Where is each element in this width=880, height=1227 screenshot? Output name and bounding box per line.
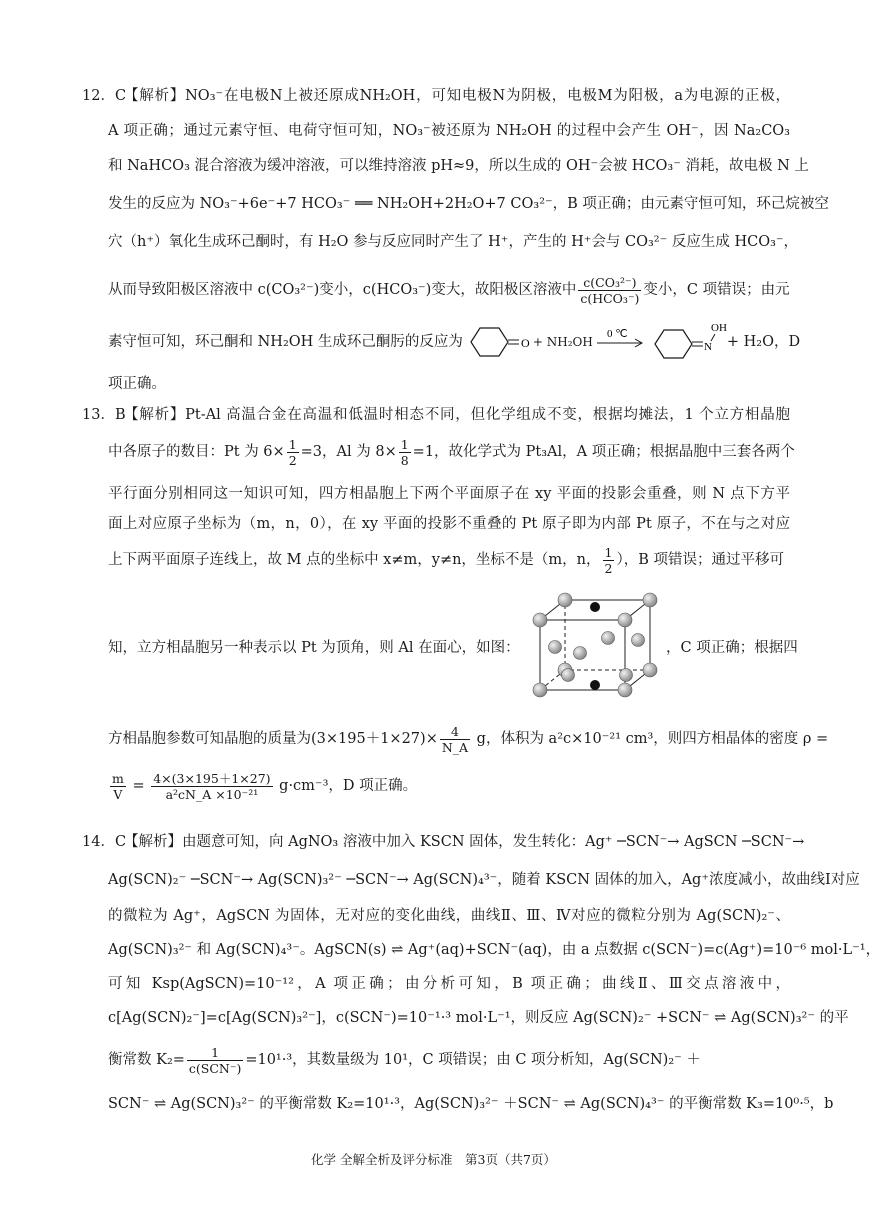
q13-line-4: 面上对应原子坐标为（m，n，0），在 xy 平面的投影不重叠的 Pt 原子即为内部 Pt 原子，不在与之对应 — [108, 516, 790, 532]
q13-fraction-3 — [603, 545, 615, 576]
q13-fraction-4-num: 4 — [440, 724, 470, 740]
q13-number: 13．B — [82, 407, 126, 423]
pt-atom — [643, 593, 657, 607]
al-atom-top — [590, 602, 600, 612]
q12-number: 12．C — [82, 88, 127, 104]
q13-line-2c: =1，故化学式为 Pt₃Al，A 项正确；根据晶胞中三套各两个 — [412, 444, 795, 460]
q12-line-1: 【解析】NO₃⁻在电极N上被还原成NH₂OH，可知电极N为阴极，电极M为阳极，a为电源的正极， — [124, 88, 790, 104]
reagent-label: + NH₂OH — [532, 335, 593, 349]
density-numerator: 4×(3×195＋1×27) — [153, 770, 271, 786]
face-atom — [620, 669, 633, 682]
q12-line-3: 和 NaHCO₃ 混合溶液为缓冲溶液，可以维持溶液 pH≈9，所以生成的 OH⁻会被 HCO₃⁻ 消耗，故电极 N 上 — [108, 158, 809, 174]
pt-atom — [618, 683, 632, 697]
pt-atom — [533, 683, 547, 697]
q14-number: 14．C — [82, 834, 127, 850]
face-atom — [549, 641, 562, 654]
q12-line-7a: 素守恒可知，环己酮和 NH₂OH 生成环己酮肟的反应为 — [108, 334, 463, 350]
q13-line-3: 平行面分别相同这一知识可知，四方相晶胞上下两个平面原子在 xy 平面的投影会重叠，则 N 点下方平 — [108, 486, 790, 502]
q12-line-4: 发生的反应为 NO₃⁻+6e⁻+7 HCO₃⁻ ══ NH₂OH+2H₂O+7 CO₃²⁻，B 项正确；由元素守恒可知，环己烷被空 — [108, 196, 829, 212]
face-atom — [632, 634, 645, 647]
q13-line-2b: =3，Al 为 8× — [300, 444, 397, 460]
q13-line-6b: ，C 项正确；根据四 — [666, 640, 798, 656]
cubic-unit-cell-figure — [530, 590, 660, 700]
q13-line-5 — [108, 540, 790, 580]
q13-fraction-2-num: 1 — [400, 436, 409, 452]
q14-line-7 — [108, 1038, 790, 1082]
q13-line-1: 【解析】Pt-Al 高温合金在高温和低温时相态不同，但化学组成不变，根据均摊法，1 个立方相晶胞 — [124, 407, 790, 423]
density-v: V — [113, 786, 123, 802]
cyclohexanone-oxime-structure — [649, 320, 727, 364]
q13-line-5b: ），B 项错误；通过平移可 — [616, 552, 784, 568]
q14-line-8: SCN⁻ ⇌ Ag(SCN)₃²⁻ 的平衡常数 K₂=10¹·³，Ag(SCN)₃²⁻ ＋SCN⁻ ⇌ Ag(SCN)₄³⁻ 的平衡常数 K₃=10⁰·⁵，b — [108, 1096, 834, 1112]
pt-atom — [558, 593, 572, 607]
reaction-arrow — [593, 322, 649, 362]
q12-line-5: 穴（h⁺）氧化生成环己酮时，有 H₂O 参与反应同时产生了 H⁺，产生的 H⁺会与 CO₃²⁻ 反应生成 HCO₃⁻， — [108, 234, 799, 250]
q14-line-7a: 衡常数 K₂= — [108, 1052, 185, 1068]
cyclohexanone-structure — [463, 322, 533, 362]
oxime-oh-label: OH — [710, 322, 727, 334]
oxime-nitrogen-label: N — [703, 341, 712, 353]
face-atom — [562, 669, 575, 682]
q12-line-2: A 项正确；通过元素守恒、电荷守恒可知，NO₃⁻被还原为 NH₂OH 的过程中会产生 OH⁻，因 Na₂CO₃ — [108, 123, 790, 139]
q12-line-8: 项正确。 — [108, 376, 166, 392]
q14-line-7b: =10¹·³，其数量级为 10¹，C 项错误；由 C 项分析知，Ag(SCN)₂⁻ ＋ — [245, 1052, 701, 1068]
q14-line-2: Ag(SCN)₂⁻ ─SCN⁻→ Ag(SCN)₃²⁻ ─SCN⁻→ Ag(SCN)₄³⁻，随着 KSCN 固体的加入，Ag⁺浓度减小，故曲线Ⅰ对应 — [108, 872, 860, 888]
q12-ratio-numerator: c(CO₃²⁻) — [578, 275, 641, 291]
q13-line-8b: g·cm⁻³，D 项正确。 — [274, 778, 418, 794]
q13-line-2a: 中各原子的数目：Pt 为 6× — [108, 444, 285, 460]
q12-line-7b: + H₂O，D — [726, 334, 801, 350]
q12-line-6a: 从而导致阳极区溶液中 c(CO₃²⁻)变小，c(HCO₃⁻)变大，故阳极区溶液中 — [108, 282, 577, 298]
face-atom — [574, 647, 587, 660]
q13-line-7b: g，体积为 a²c×10⁻²¹ cm³，则四方相晶体的密度 ρ = — [472, 731, 829, 747]
q13-fraction-4 — [440, 724, 470, 755]
q14-line-5: 可知 Ksp(AgSCN)=10⁻¹²，A 项正确；由分析可知，B 项正确；曲线Ⅱ、Ⅲ交点溶液中， — [108, 976, 790, 992]
pt-atom — [643, 663, 657, 677]
q13-fraction-1-num: 1 — [288, 436, 297, 452]
q12-ratio-fraction — [578, 275, 641, 306]
density-m: m — [112, 770, 124, 786]
q13-line-7a: 方相晶胞参数可知晶胞的质量为(3×195＋1×27)× — [108, 731, 438, 747]
face-atom — [602, 632, 615, 645]
q12-line-7 — [108, 320, 801, 364]
q13-fraction-2 — [399, 437, 411, 468]
q13-fraction-1 — [287, 437, 299, 468]
al-atom-bottom — [590, 680, 600, 690]
q13-line-5a: 上下两平面原子连线上，故 M 点的坐标中 x≠m，y≠n，坐标不是（m，n， — [108, 552, 601, 568]
density-denominator: a²cN_A ×10⁻²¹ — [165, 786, 259, 802]
q14-line-6: c[Ag(SCN)₂⁻]=c[Ag(SCN)₃²⁻]，c(SCN⁻)=10⁻¹·³ mol·L⁻¹，则反应 Ag(SCN)₂⁻ +SCN⁻ ⇌ Ag(SCN)₃²⁻ 的平 — [108, 1010, 849, 1026]
q12-line-6b: 变小，C 项错误；由元 — [643, 282, 790, 298]
q14-line-3: 的微粒为 Ag⁺，AgSCN 为固体，无对应的变化曲线，曲线Ⅱ、Ⅲ、Ⅳ对应的微粒分别为 Ag(SCN)₂⁻、 — [108, 908, 790, 924]
pt-atom — [533, 613, 547, 627]
q13-line-2 — [108, 432, 795, 472]
q13-line-7 — [108, 716, 829, 762]
q13-line-8: $\frac{m}{V}$ = $\frac{4\times(3\times 195+1\times 27)}{\text{a²cN\_A ×10⁻²¹}}$ g·cm⁻³，D 项正确。 — [112, 770, 418, 802]
density-mv-fraction — [110, 771, 126, 802]
k2-denominator: c(SCN⁻) — [188, 1060, 242, 1076]
q13-fraction-3-den: 2 — [604, 560, 613, 576]
reaction-condition-label: 0 ℃ — [606, 328, 628, 340]
k2-fraction — [187, 1045, 243, 1076]
q12-ratio-denominator: c(HCO₃⁻) — [580, 290, 640, 306]
k2-numerator: 1 — [187, 1045, 243, 1061]
q14-line-4: Ag(SCN)₃²⁻ 和 Ag(SCN)₄³⁻。AgSCN(s) ⇌ Ag⁺(aq)+SCN⁻(aq)，由 a 点数据 c(SCN⁻)=c(Ag⁺)=10⁻⁶ mol·L⁻¹， — [108, 942, 880, 958]
q14-line-1: 【解析】由题意可知，向 AgNO₃ 溶液中加入 KSCN 固体，发生转化：Ag⁺ ─SCN⁻→ AgSCN ─SCN⁻→ — [124, 834, 805, 850]
q13-line-6a: 知，立方相晶胞另一种表示以 Pt 为顶角，则 Al 在面心，如图： — [108, 640, 520, 656]
q12-line-6 — [108, 270, 790, 310]
q13-fraction-1-den: 2 — [288, 452, 297, 468]
pt-atom — [618, 613, 632, 627]
page-footer: 化学 全解全析及评分标准 第3页（共7页） — [311, 1152, 556, 1167]
ketone-oxygen-label: O — [520, 336, 530, 350]
q13-fraction-4-den: N_A — [441, 739, 469, 755]
q13-fraction-2-den: 8 — [400, 452, 409, 468]
q13-fraction-3-num: 1 — [604, 544, 613, 560]
density-value-fraction — [151, 771, 272, 802]
